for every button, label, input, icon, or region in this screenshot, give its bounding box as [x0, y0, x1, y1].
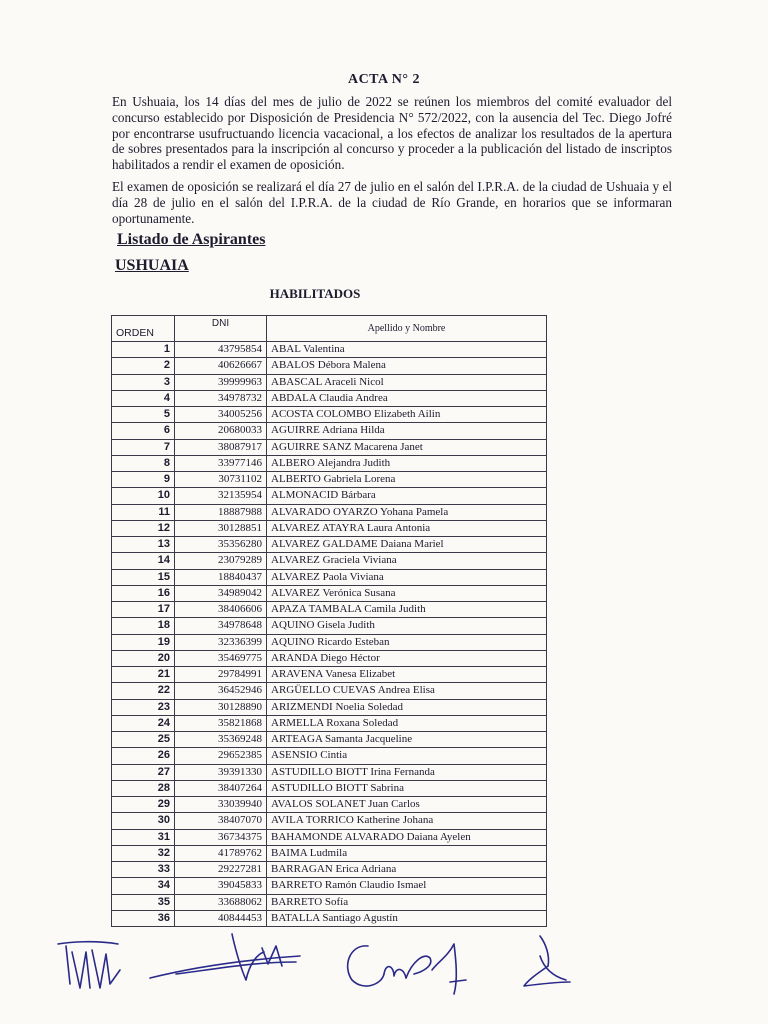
row-orden: 21 — [112, 667, 175, 683]
row-orden: 33 — [112, 862, 175, 878]
row-name: BARRAGAN Erica Adriana — [267, 862, 547, 878]
row-orden: 17 — [112, 602, 175, 618]
row-orden: 26 — [112, 748, 175, 764]
table-row — [112, 780, 547, 796]
intro-paragraph: En Ushuaia, los 14 días del mes de julio de 2022 se reúnen los miembros del comité evaluador del concurso establecido por Disposición de Presidencia N° 572/2022, con la ausencia del Tec. Diego Jofré por encontrarse usufructuando licencia vacacional, a los efectos de analizar los resultados de la apertura de sobres presentados para la inscripción al concurso y proceder a la publicación del listado de inscriptos habilitados a rendir el examen de oposición. — [112, 94, 672, 173]
row-dni: 41789762 — [175, 845, 267, 861]
row-dni: 40844453 — [175, 910, 267, 926]
row-name: ABASCAL Araceli Nicol — [267, 374, 547, 390]
row-dni: 23079289 — [175, 553, 267, 569]
row-orden: 13 — [112, 537, 175, 553]
row-dni: 18887988 — [175, 504, 267, 520]
table-row — [112, 407, 547, 423]
table-row — [112, 520, 547, 536]
table-row — [112, 618, 547, 634]
row-dni: 43795854 — [175, 342, 267, 358]
row-orden: 16 — [112, 585, 175, 601]
row-name: BARRETO Ramón Claudio Ismael — [267, 878, 547, 894]
row-name: ALBERO Alejandra Judith — [267, 455, 547, 471]
table-row — [112, 358, 547, 374]
row-orden: 29 — [112, 797, 175, 813]
row-dni: 39391330 — [175, 764, 267, 780]
row-dni: 34989042 — [175, 585, 267, 601]
document-title: ACTA N° 2 — [347, 72, 421, 87]
signature-3 — [348, 944, 466, 994]
table-row — [112, 455, 547, 471]
table-row — [112, 764, 547, 780]
row-orden: 6 — [112, 423, 175, 439]
row-name: AGUIRRE Adriana Hilda — [267, 423, 547, 439]
row-name: AQUINO Ricardo Esteban — [267, 634, 547, 650]
signature-2 — [150, 934, 300, 980]
row-dni: 34005256 — [175, 407, 267, 423]
row-name: ALVAREZ Verónica Susana — [267, 585, 547, 601]
applicants-table — [111, 315, 547, 927]
row-orden: 15 — [112, 569, 175, 585]
row-name: ARANDA Diego Héctor — [267, 650, 547, 666]
row-orden: 12 — [112, 520, 175, 536]
table-row — [112, 683, 547, 699]
row-dni: 29227281 — [175, 862, 267, 878]
table-row — [112, 423, 547, 439]
row-dni: 33688062 — [175, 894, 267, 910]
row-dni: 34978648 — [175, 618, 267, 634]
row-dni: 33977146 — [175, 455, 267, 471]
row-orden: 19 — [112, 634, 175, 650]
row-orden: 7 — [112, 439, 175, 455]
row-name: ALVAREZ ATAYRA Laura Antonia — [267, 520, 547, 536]
row-name: ACOSTA COLOMBO Elizabeth Ailin — [267, 407, 547, 423]
table-row — [112, 667, 547, 683]
row-orden: 35 — [112, 894, 175, 910]
row-orden: 36 — [112, 910, 175, 926]
table-row — [112, 553, 547, 569]
table-row — [112, 439, 547, 455]
row-orden: 23 — [112, 699, 175, 715]
row-name: AVALOS SOLANET Juan Carlos — [267, 797, 547, 813]
row-orden: 3 — [112, 374, 175, 390]
row-dni: 35369248 — [175, 732, 267, 748]
section-heading: HABILITADOS — [269, 286, 361, 301]
table-row — [112, 342, 547, 358]
row-name: ARMELLA Roxana Soledad — [267, 715, 547, 731]
table-header-row — [112, 316, 547, 342]
row-name: ABAL Valentina — [267, 342, 547, 358]
signature-4 — [524, 936, 570, 986]
row-name: BAHAMONDE ALVARADO Daiana Ayelen — [267, 829, 547, 845]
row-name: AQUINO Gisela Judith — [267, 618, 547, 634]
signature-1 — [58, 942, 120, 988]
row-name: ALVAREZ GALDAME Daiana Mariel — [267, 537, 547, 553]
row-orden: 20 — [112, 650, 175, 666]
row-name: ALMONACID Bárbara — [267, 488, 547, 504]
table-row — [112, 845, 547, 861]
row-name: ARAVENA Vanesa Elizabet — [267, 667, 547, 683]
row-name: ARGÜELLO CUEVAS Andrea Elisa — [267, 683, 547, 699]
row-orden: 22 — [112, 683, 175, 699]
row-name: BATALLA Santiago Agustín — [267, 910, 547, 926]
row-dni: 39045833 — [175, 878, 267, 894]
row-dni: 30731102 — [175, 472, 267, 488]
table-row — [112, 715, 547, 731]
row-name: ALVARADO OYARZO Yohana Pamela — [267, 504, 547, 520]
row-dni: 35821868 — [175, 715, 267, 731]
row-orden: 24 — [112, 715, 175, 731]
row-name: ARIZMENDI Noelia Soledad — [267, 699, 547, 715]
row-dni: 30128851 — [175, 520, 267, 536]
row-orden: 5 — [112, 407, 175, 423]
row-orden: 31 — [112, 829, 175, 845]
city-heading: USHUAIA — [115, 257, 189, 274]
table-row — [112, 488, 547, 504]
signatures — [0, 922, 768, 1024]
row-name: ASTUDILLO BIOTT Irina Fernanda — [267, 764, 547, 780]
table-row — [112, 813, 547, 829]
table-row — [112, 894, 547, 910]
row-dni: 38407070 — [175, 813, 267, 829]
row-dni: 29652385 — [175, 748, 267, 764]
header-dni: DNI — [175, 316, 267, 342]
row-dni: 18840437 — [175, 569, 267, 585]
row-name: BAIMA Ludmila — [267, 845, 547, 861]
row-orden: 30 — [112, 813, 175, 829]
row-dni: 32336399 — [175, 634, 267, 650]
row-name: ABALOS Débora Malena — [267, 358, 547, 374]
table-row — [112, 537, 547, 553]
row-name: APAZA TAMBALA Camila Judith — [267, 602, 547, 618]
row-name: ARTEAGA Samanta Jacqueline — [267, 732, 547, 748]
row-orden: 1 — [112, 342, 175, 358]
row-orden: 8 — [112, 455, 175, 471]
table-body — [112, 342, 547, 927]
row-name: BARRETO Sofía — [267, 894, 547, 910]
row-name: ASENSIO Cintia — [267, 748, 547, 764]
list-heading: Listado de Aspirantes — [117, 231, 266, 248]
table-row — [112, 569, 547, 585]
row-name: ASTUDILLO BIOTT Sabrina — [267, 780, 547, 796]
row-dni: 36452946 — [175, 683, 267, 699]
row-dni: 38087917 — [175, 439, 267, 455]
table-row — [112, 390, 547, 406]
row-dni: 39999963 — [175, 374, 267, 390]
table-row — [112, 634, 547, 650]
row-name: AGUIRRE SANZ Macarena Janet — [267, 439, 547, 455]
table-row — [112, 829, 547, 845]
table-row — [112, 472, 547, 488]
row-orden: 27 — [112, 764, 175, 780]
row-dni: 30128890 — [175, 699, 267, 715]
row-name: AVILA TORRICO Katherine Johana — [267, 813, 547, 829]
row-dni: 34978732 — [175, 390, 267, 406]
table-row — [112, 585, 547, 601]
row-name: ALVAREZ Graciela Viviana — [267, 553, 547, 569]
header-orden: ORDEN — [112, 316, 175, 342]
row-dni: 40626667 — [175, 358, 267, 374]
row-name: ALVAREZ Paola Viviana — [267, 569, 547, 585]
row-dni: 38406606 — [175, 602, 267, 618]
row-orden: 14 — [112, 553, 175, 569]
row-dni: 32135954 — [175, 488, 267, 504]
row-dni: 38407264 — [175, 780, 267, 796]
row-dni: 33039940 — [175, 797, 267, 813]
row-dni: 35469775 — [175, 650, 267, 666]
table-row — [112, 797, 547, 813]
row-orden: 2 — [112, 358, 175, 374]
row-orden: 34 — [112, 878, 175, 894]
table-row — [112, 374, 547, 390]
row-orden: 10 — [112, 488, 175, 504]
row-name: ABDALA Claudia Andrea — [267, 390, 547, 406]
table-row — [112, 602, 547, 618]
row-orden: 18 — [112, 618, 175, 634]
row-dni: 35356280 — [175, 537, 267, 553]
row-orden: 25 — [112, 732, 175, 748]
table-row — [112, 732, 547, 748]
row-orden: 9 — [112, 472, 175, 488]
table-row — [112, 878, 547, 894]
table-row — [112, 748, 547, 764]
table-row — [112, 699, 547, 715]
row-orden: 28 — [112, 780, 175, 796]
row-dni: 36734375 — [175, 829, 267, 845]
row-orden: 11 — [112, 504, 175, 520]
exam-paragraph: El examen de oposición se realizará el día 27 de julio en el salón del I.P.R.A. de la ciudad de Ushuaia y el día 28 de julio en el salón del I.P.R.A. de la ciudad de Río Grande, en horarios que se informaran oportunamente. — [112, 179, 672, 226]
row-orden: 32 — [112, 845, 175, 861]
table-row — [112, 650, 547, 666]
row-dni: 29784991 — [175, 667, 267, 683]
row-orden: 4 — [112, 390, 175, 406]
table-row — [112, 862, 547, 878]
table-row — [112, 504, 547, 520]
header-name: Apellido y Nombre — [267, 316, 547, 342]
row-name: ALBERTO Gabriela Lorena — [267, 472, 547, 488]
row-dni: 20680033 — [175, 423, 267, 439]
